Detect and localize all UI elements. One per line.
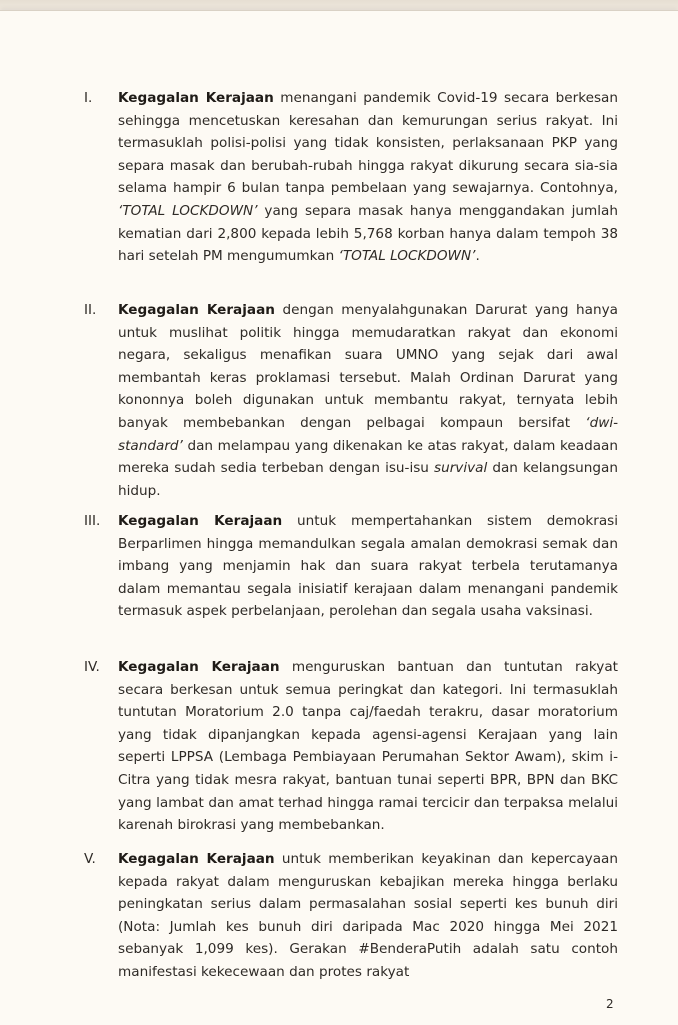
item-paragraph	[118, 848, 618, 984]
item-emphasis: ‘dwi-standard’	[118, 414, 618, 454]
list-item	[84, 299, 618, 502]
item-numeral: III.	[84, 513, 101, 529]
item-text: untuk memberikan keyakinan dan kepercayaan kepada rakyat dalam menguruskan kebajikan mereka hingga berlaku peningkatan serius dalam permasalahan sosial seperti kes bunuh diri (Nota: Jumlah kes bunuh diri daripada Mac 2020 hingga Mei 2021 sebanyak 1,099 kes). Gerakan #BenderaPutih adalah satu contoh manifestasi kekecewaan dan protes rakyat	[118, 851, 619, 980]
list-item	[84, 87, 618, 268]
item-text: yang separa masak hanya menggandakan jumlah kematian dari 2,800 kepada lebih 5,768 korban hanya dalam tempoh 38 hari setelah PM mengumumkan	[118, 202, 618, 265]
item-text: dan melampau yang dikenakan ke atas rakyat, dalam keadaan mereka sudah sedia terbeban dengan isu-isu	[118, 437, 618, 477]
document-page	[0, 10, 678, 1025]
item-heading: Kegagalan Kerajaan	[118, 302, 275, 318]
item-numeral: I.	[84, 90, 93, 106]
item-text: menguruskan bantuan dan tuntutan rakyat secara berkesan untuk semua peringkat dan kategori. Ini termasuklah tuntutan Moratorium 2.0 tanpa caj/faedah terakru, dasar moratorium yang tidak dipanjangkan kepada agensi-agensi Kerajaan yang lain seperti LPPSA (Lembaga Pembiayaan Perumahan Sektor Awam), skim i-Citra yang tidak mesra rakyat, bantuan tunai seperti BPR, BPN dan BKC yang lambat dan amat terhad hingga ramai tercicir dan terpaksa melalui karenah birokrasi yang membebankan.	[118, 659, 618, 834]
item-numeral: IV.	[84, 659, 100, 675]
item-heading: Kegagalan Kerajaan	[118, 659, 280, 675]
item-heading: Kegagalan Kerajaan	[118, 851, 275, 867]
item-text: .	[475, 248, 480, 265]
item-paragraph	[118, 510, 618, 623]
item-paragraph	[118, 299, 618, 502]
item-emphasis: ‘TOTAL LOCKDOWN’	[338, 248, 476, 265]
item-paragraph	[118, 87, 618, 268]
item-emphasis: survival	[434, 460, 488, 477]
list-item	[84, 510, 618, 623]
item-heading: Kegagalan Kerajaan	[118, 513, 283, 529]
item-numeral: V.	[84, 851, 96, 867]
item-numeral: II.	[84, 302, 97, 318]
item-text: dengan menyalahgunakan Darurat yang hanya untuk muslihat politik hingga memudaratkan rakyat dan ekonomi negara, sekaligus menafikan suara UMNO yang sejak dari awal membantah keras proklamasi tersebut. Malah Ordinan Darurat yang kononnya boleh digunakan untuk membantu rakyat, ternyata lebih banyak membebankan dengan pelbagai kompaun bersifat	[118, 302, 618, 431]
page-number: 2	[606, 997, 614, 1011]
item-text: untuk mempertahankan sistem demokrasi Berparlimen hingga memandulkan segala amalan demokrasi semak dan imbang yang menjamin hak dan suara rakyat terbela terutamanya dalam memantau segala inisiatif kerajaan dalam menangani pandemik termasuk aspek perbelanjaan, perolehan dan segala usaha vaksinasi.	[118, 513, 619, 620]
item-text: menangani pandemik Covid-19 secara berkesan sehingga mencetuskan keresahan dan kemurungan serius rakyat. Ini termasuklah polisi-polisi yang tidak konsisten, perlaksanaan PKP yang separa masak dan berubah-rubah hingga rakyat dikurung secara sia-sia selama hampir 6 bulan tanpa pembelaan yang sewajarnya. Contohnya,	[118, 90, 619, 197]
item-heading: Kegagalan Kerajaan	[118, 90, 274, 106]
item-paragraph	[118, 656, 618, 837]
item-text: dan kelangsungan hidup.	[118, 460, 618, 499]
list-item	[84, 848, 618, 984]
list-item	[84, 656, 618, 837]
item-emphasis: ‘TOTAL LOCKDOWN’	[118, 202, 258, 219]
page-top-edge	[0, 0, 678, 10]
